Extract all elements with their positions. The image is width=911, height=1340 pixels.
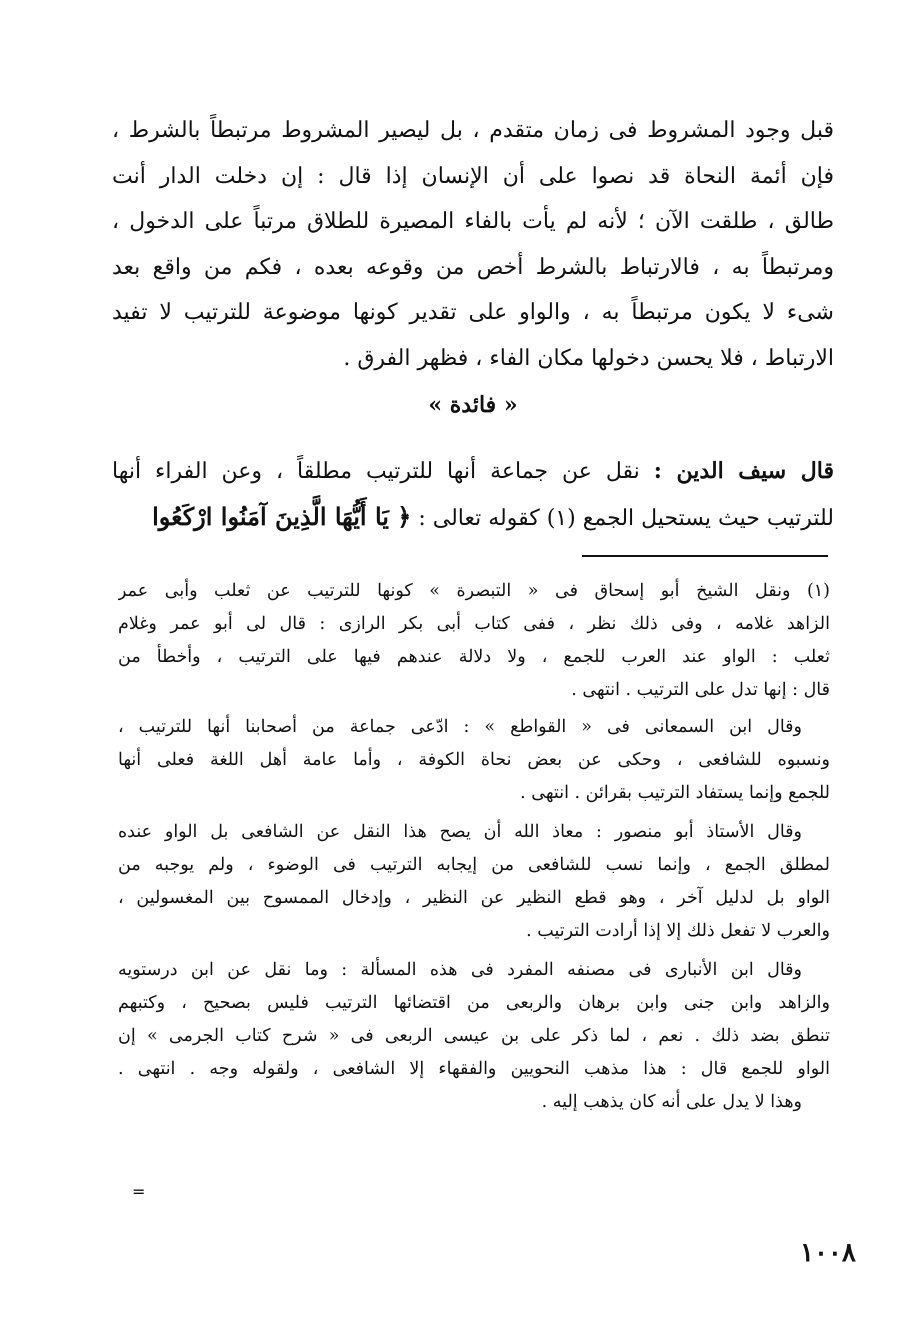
footnote-line: والعرب لا تفعل ذلك إلا إذا أرادت الترتيب . — [526, 921, 830, 941]
second-paragraph-line-2 — [112, 494, 834, 540]
main-line: ومرتبطاً به ، فالارتباط بالشرط أخص من وقوعه بعده ، فكم من واقع بعد — [112, 254, 834, 280]
footnote-line: وقال ابن السمعانى فى « القواطع » : ادّعى جماعة من أصحابنا أنها للترتيب ، — [118, 717, 802, 737]
line-text: كقوله تعالى : — [411, 506, 547, 531]
footnote-line: وهذا لا يدل على أنه كان يذهب إليه . — [541, 1092, 802, 1112]
footnote-line: الزاهد غلامه ، وفى ذلك نظر ، ففى كتاب أبى بكر الرازى : قال لى أبو عمر وغلام — [118, 614, 830, 634]
second-paragraph — [112, 448, 834, 540]
main-line: الارتباط ، فلا يحسن دخولها مكان الفاء ، فظهر الفرق . — [343, 345, 834, 371]
footnote-paragraph — [118, 575, 830, 707]
main-line: طالق ، طلقت الآن ؛ لأنه لم يأت بالفاء المصيرة للطلاق مرتباً على الدخول ، — [112, 209, 834, 234]
footnote-separator — [582, 555, 828, 557]
speaker-name: قال سيف الدين : — [653, 458, 834, 484]
footnote-paragraph — [118, 816, 830, 948]
footnote-line: لمطلق الجمع ، وإنما نسب للشافعى من إيجابه الترتيب فى الوضوء ، ولم يوجبه من — [118, 855, 830, 875]
footnotes — [118, 575, 830, 1125]
line-text: للترتيب حيث يستحيل الجمع — [575, 506, 834, 531]
footnote-line: الواو بل لدليل آخر ، وهو قطع النظير عن النظير ، وإدخال الممسوح بين المغسولين ، — [118, 888, 830, 908]
footnote-line: تنطق بضد ذلك . نعم ، لما ذكر على بن عيسى الربعى فى « شرح كتاب الجرمى » إن — [118, 1026, 830, 1046]
footnote-line: ونسبوه للشافعى ، وحكى عن بعض نحاة الكوفة ، وأما عامة أهل اللغة فعلى أنها — [118, 750, 830, 770]
footnote-line: الواو للجمع قال : هذا مذهب النحويين والفقهاء إلا الشافعى ، ولقوله وجه . انتهى . — [118, 1059, 830, 1079]
footnote-line: والزاهد وابن جنى وابن برهان والربعى من اقتضائها الترتيب فليس بصحيح ، وكتبهم — [118, 993, 830, 1013]
page-number: ١٠٠٨ — [800, 1238, 856, 1268]
footnote-line: وقال ابن الأنبارى فى مصنفه المفرد فى هذه المسألة : وما نقل عن ابن درستويه — [118, 960, 802, 980]
section-heading: « فائدة » — [428, 392, 518, 418]
second-paragraph-line-1 — [112, 448, 834, 494]
footnote-line: ثعلب : الواو عند العرب للجمع ، ولا دلالة عندهم فيها على الترتيب ، وأخطأ من — [118, 647, 830, 667]
footnote-reference: (١) — [546, 506, 576, 531]
footnote-paragraph — [118, 954, 830, 1119]
main-paragraph — [112, 108, 834, 381]
main-line: قبل وجود المشروط فى زمان متقدم ، بل ليصير المشروط مرتبطاً بالشرط ، — [112, 118, 834, 143]
main-line: شىء لا يكون مرتبطاً به ، والواو على تقدير كونها موضوعة للترتيب لا تفيد — [112, 300, 834, 325]
continuation-mark: = — [132, 1182, 146, 1201]
main-line: فإن أئمة النحاة قد نصوا على أن الإنسان إذا قال : إن دخلت الدار أنت — [112, 163, 834, 189]
footnote-paragraph — [118, 711, 830, 810]
quran-quote: ﴿ يَا أَيُّهَا الَّذِينَ آمَنُوا ارْكَعُوا — [152, 502, 412, 531]
footnote-line: (١) ونقل الشيخ أبو إسحاق فى « التبصرة » كونها للترتيب عن ثعلب وأبى عمر — [118, 581, 830, 601]
footnote-line: قال : إنها تدل على الترتيب . انتهى . — [571, 680, 830, 700]
footnote-line: للجمع وإنما يستفاد الترتيب بقرائن . انتهى . — [520, 783, 830, 803]
line-text: نقل عن جماعة أنها للترتيب مطلقاً ، وعن الفراء أنها — [112, 459, 654, 484]
footnote-line: وقال الأستاذ أبو منصور : معاذ الله أن يصح هذا النقل عن الشافعى بل الواو عنده — [118, 822, 802, 842]
